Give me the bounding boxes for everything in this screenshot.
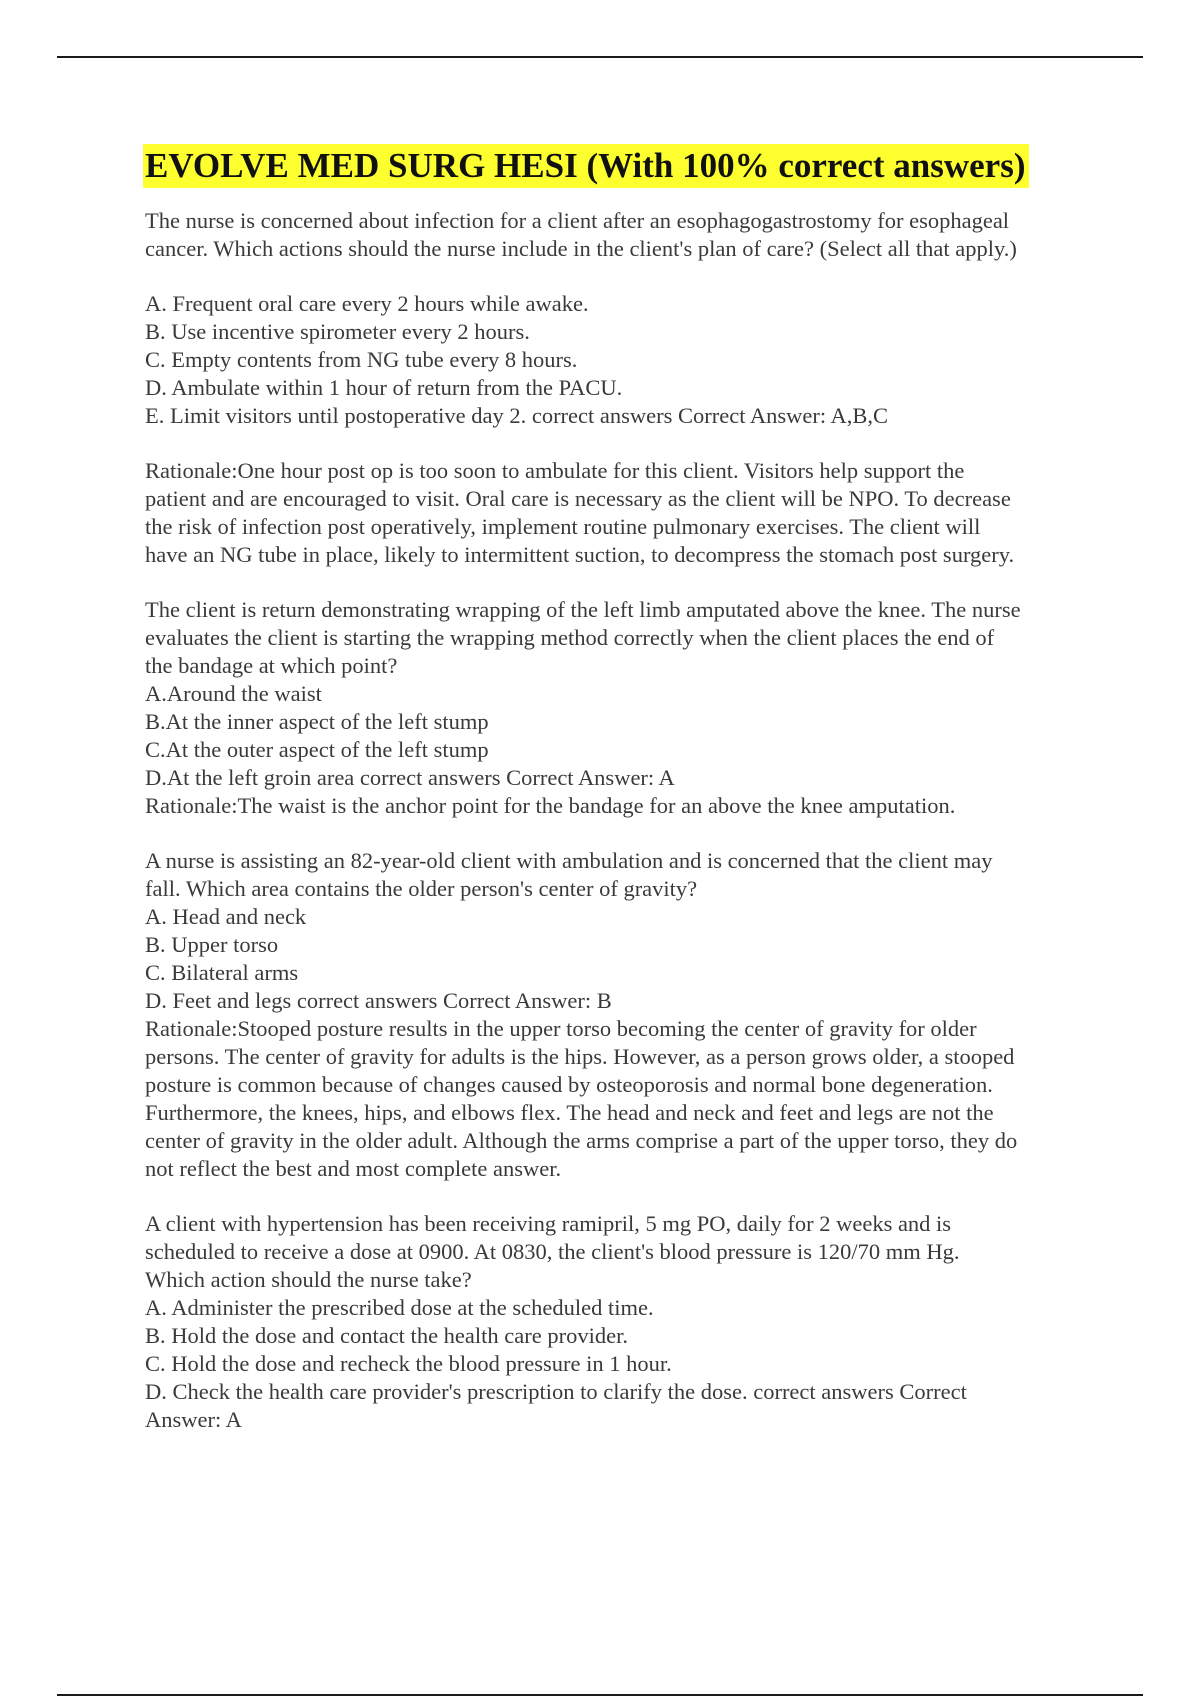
answer-option: Answer: A [145, 1407, 242, 1432]
rationale-line: Rationale:The waist is the anchor point for the bandage for an above the knee amputation. [145, 793, 956, 818]
question-2 [145, 596, 1095, 820]
question-line: scheduled to receive a dose at 0900. At 0830, the client's blood pressure is 120/70 mm Hg. [145, 1239, 960, 1264]
question-4 [145, 1210, 1095, 1434]
question-line: The client is return demonstrating wrapping of the left limb amputated above the knee. The nurse [145, 597, 1021, 622]
bottom-rule [57, 1694, 1143, 1696]
rationale-line: the risk of infection post operatively, implement routine pulmonary exercises. The client will [145, 514, 981, 539]
question-1-options [145, 290, 1095, 430]
question-line: fall. Which area contains the older person's center of gravity? [145, 876, 698, 901]
rationale-line: Rationale:One hour post op is too soon to ambulate for this client. Visitors help support the [145, 458, 965, 483]
rationale-line: patient and are encouraged to visit. Oral care is necessary as the client will be NPO. To decrease [145, 486, 1011, 511]
question-line: the bandage at which point? [145, 653, 398, 678]
question-1-rationale [145, 457, 1095, 569]
answer-option: B.At the inner aspect of the left stump [145, 709, 489, 734]
top-rule [57, 56, 1143, 58]
answer-option: B. Use incentive spirometer every 2 hours. [145, 319, 530, 344]
answer-option: D. Check the health care provider's prescription to clarify the dose. correct answers Correct [145, 1379, 967, 1404]
rationale-line: Furthermore, the knees, hips, and elbows flex. The head and neck and feet and legs are not the [145, 1100, 994, 1125]
document-body [145, 144, 1095, 1461]
rationale-line: not reflect the best and most complete answer. [145, 1156, 562, 1181]
answer-option: C. Bilateral arms [145, 960, 299, 985]
rationale-line: Rationale:Stooped posture results in the upper torso becoming the center of gravity for older [145, 1016, 977, 1041]
answer-option: A.Around the waist [145, 681, 322, 706]
question-line: evaluates the client is starting the wrapping method correctly when the client places the end of [145, 625, 995, 650]
question-line: A nurse is assisting an 82-year-old client with ambulation and is concerned that the client may [145, 848, 993, 873]
question-line: Which action should the nurse take? [145, 1267, 472, 1292]
question-line: The nurse is concerned about infection for a client after an esophagogastrostomy for esophageal [145, 208, 1010, 233]
answer-option: A. Frequent oral care every 2 hours while awake. [145, 291, 589, 316]
rationale-line: posture is common because of changes caused by osteoporosis and normal bone degeneration. [145, 1072, 993, 1097]
answer-option: C. Hold the dose and recheck the blood pressure in 1 hour. [145, 1351, 672, 1376]
document-title: EVOLVE MED SURG HESI (With 100% correct answers) [143, 144, 1029, 188]
answer-option: D.At the left groin area correct answers Correct Answer: A [145, 765, 675, 790]
question-line: cancer. Which actions should the nurse include in the client's plan of care? (Select all that apply.) [145, 236, 1017, 261]
answer-option: B. Hold the dose and contact the health care provider. [145, 1323, 628, 1348]
question-3 [145, 847, 1095, 1183]
question-line: A client with hypertension has been receiving ramipril, 5 mg PO, daily for 2 weeks and is [145, 1211, 952, 1236]
rationale-line: persons. The center of gravity for adults is the hips. However, as a person grows older, a stooped [145, 1044, 1015, 1069]
answer-option: C.At the outer aspect of the left stump [145, 737, 489, 762]
answer-option: C. Empty contents from NG tube every 8 hours. [145, 347, 578, 372]
answer-option: E. Limit visitors until postoperative day 2. correct answers Correct Answer: A,B,C [145, 403, 888, 428]
rationale-line: center of gravity in the older adult. Although the arms comprise a part of the upper torso, they do [145, 1128, 1018, 1153]
rationale-line: have an NG tube in place, likely to intermittent suction, to decompress the stomach post surgery. [145, 542, 1015, 567]
answer-option: D. Feet and legs correct answers Correct Answer: B [145, 988, 612, 1013]
answer-option: A. Administer the prescribed dose at the scheduled time. [145, 1295, 654, 1320]
answer-option: D. Ambulate within 1 hour of return from the PACU. [145, 375, 623, 400]
answer-option: B. Upper torso [145, 932, 279, 957]
answer-option: A. Head and neck [145, 904, 307, 929]
question-1-stem [145, 207, 1095, 263]
